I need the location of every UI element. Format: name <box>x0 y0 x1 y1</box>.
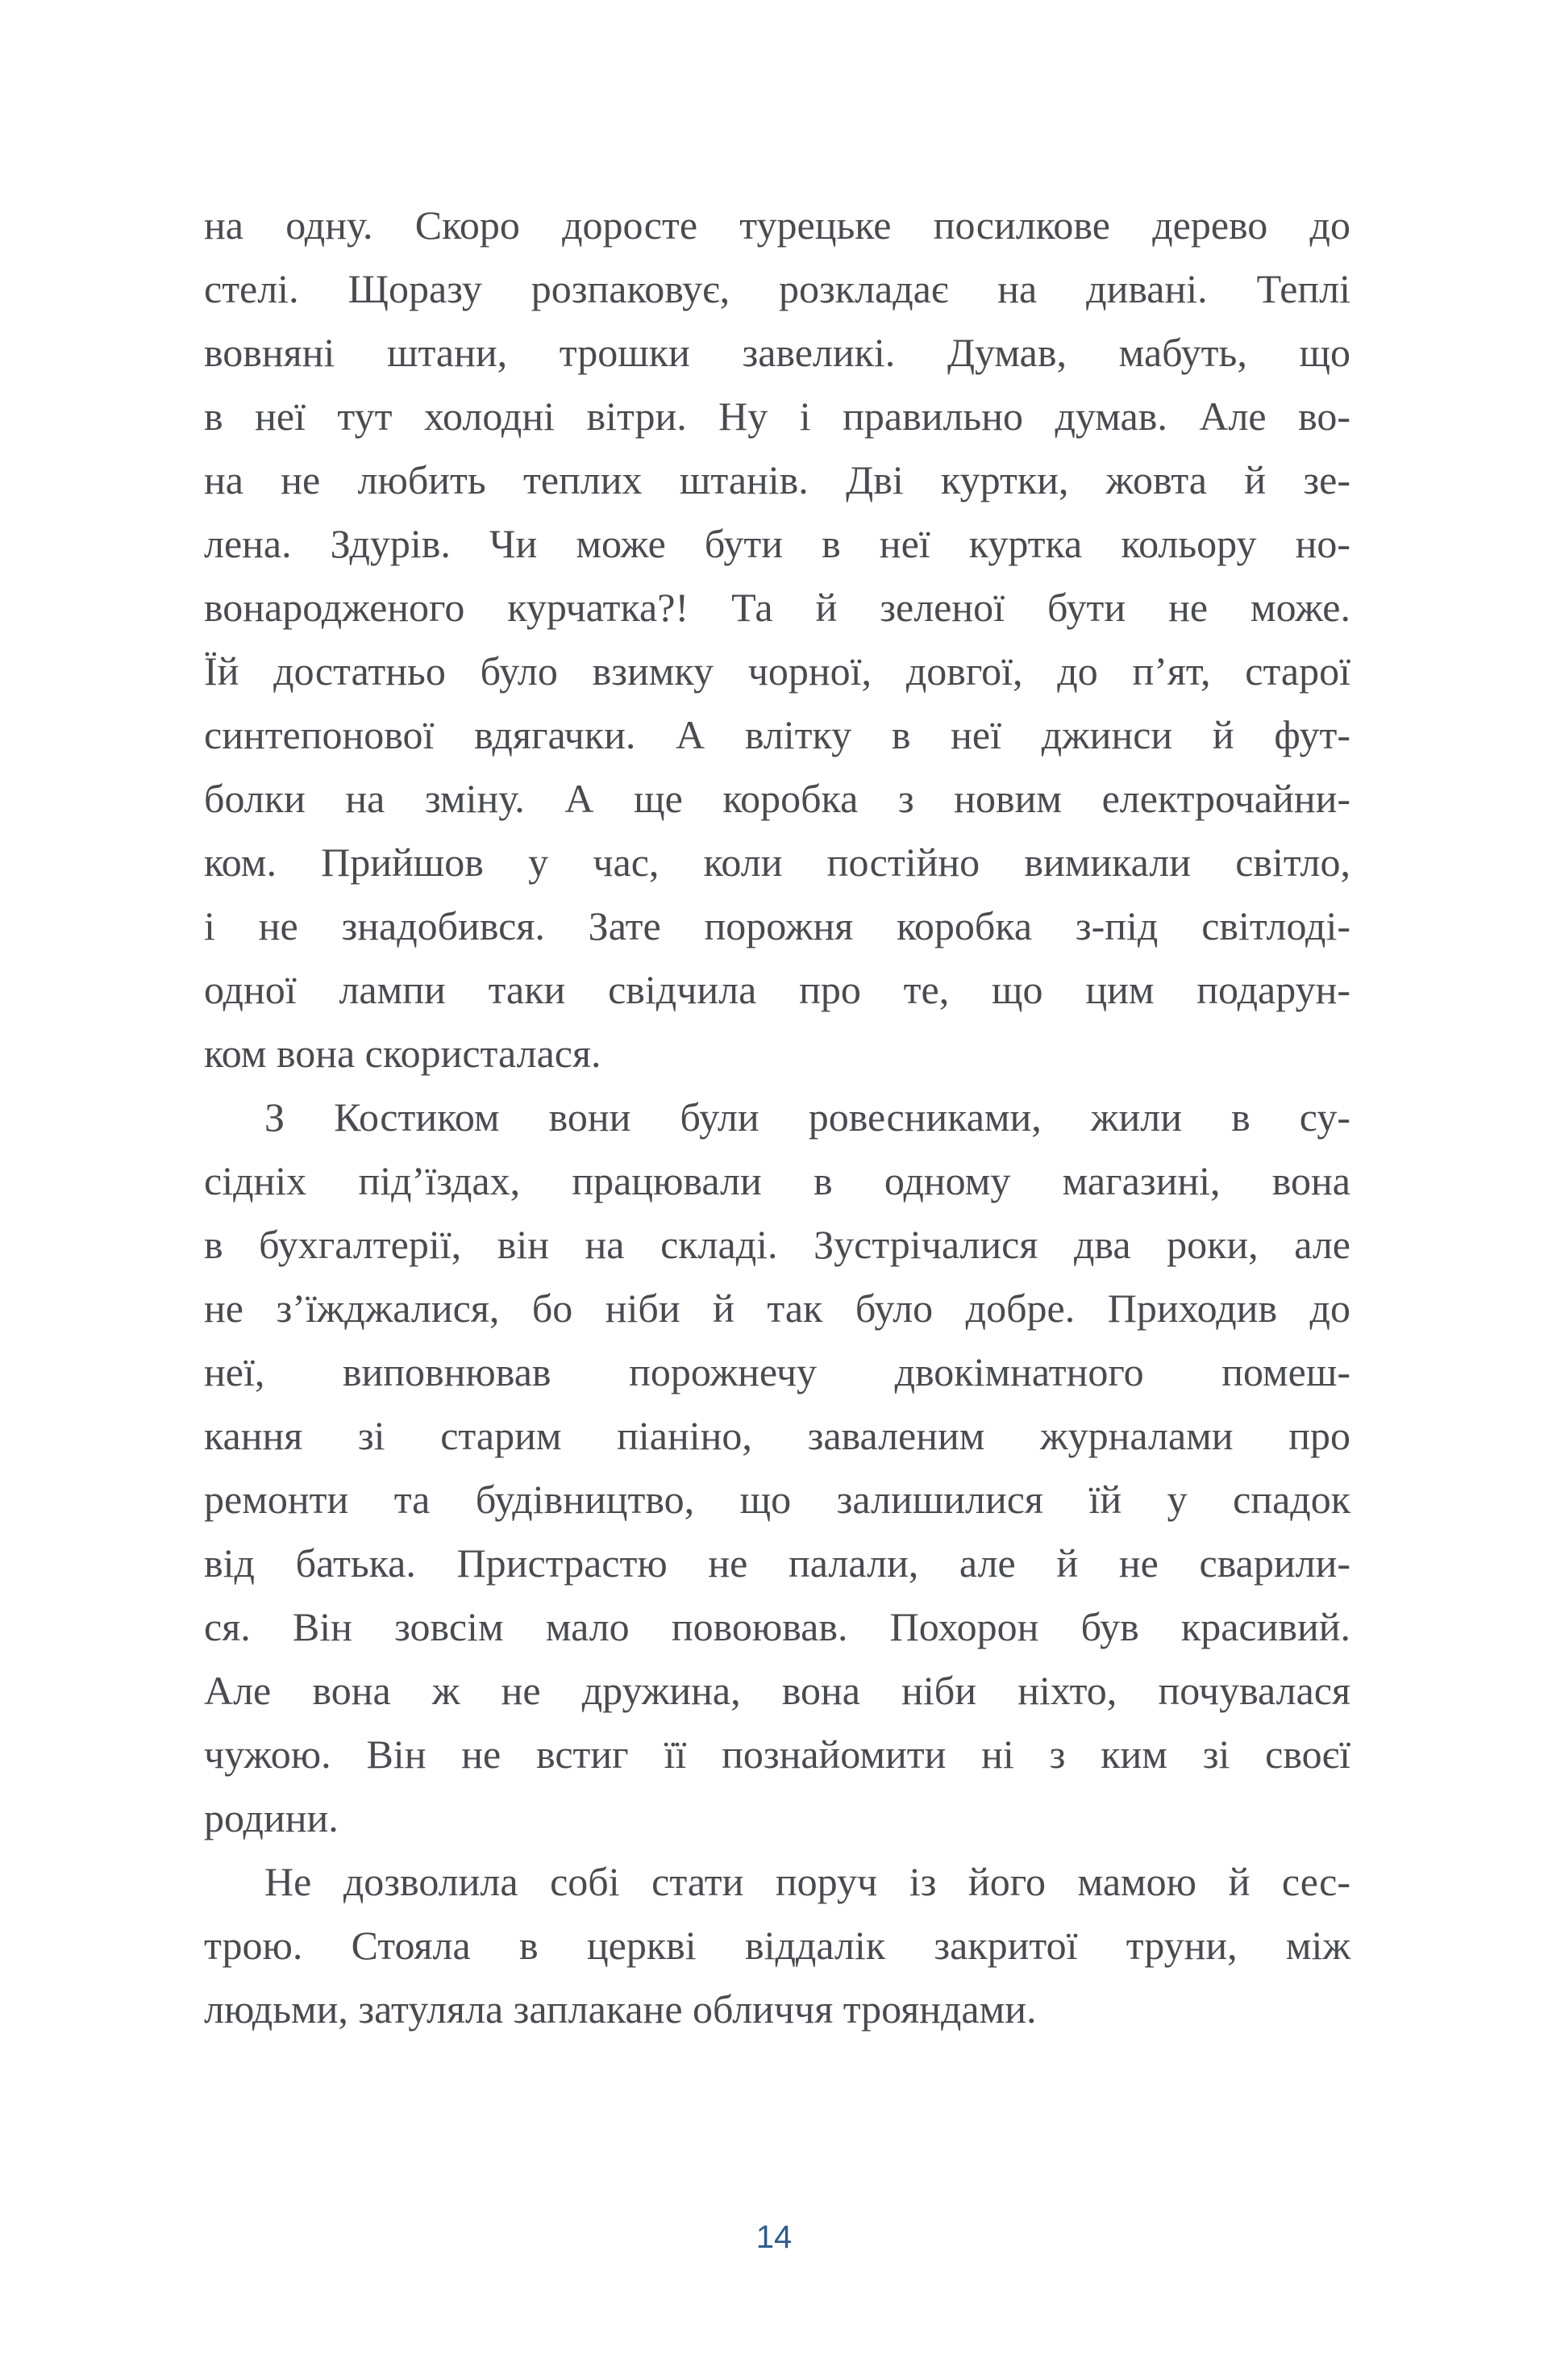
body-text <box>204 194 1350 2041</box>
text-line: в бухгалтерії, він на складі. Зустрічалися два роки, але <box>204 1222 1350 1267</box>
text-line: ремонти та будівництво, що залишилися їй у спадок <box>204 1477 1350 1522</box>
text-line: Їй достатньо було взимку чорної, довгої, до п’ят, старої <box>204 648 1350 694</box>
text-line: вонародженого курчатка?! Та й зеленої бути не може. <box>204 585 1350 630</box>
text-line: Не дозволила собі стати поруч із його мамою й сес- <box>264 1859 1350 1904</box>
text-line: вовняні штани, трошки завеликі. Думав, мабуть, що <box>204 330 1350 375</box>
text-line: на не любить теплих штанів. Дві куртки, жовта й зе- <box>204 457 1350 502</box>
text-line: стелі. Щоразу розпаковує, розкладає на дивані. Теплі <box>204 266 1350 311</box>
text-line: З Костиком вони були ровесниками, жили в су- <box>264 1094 1350 1140</box>
text-line: на одну. Скоро доросте турецьке посилкове дерево до <box>204 202 1350 248</box>
text-line: сідніх під’їздах, працювали в одному магазині, вона <box>204 1158 1350 1203</box>
text-line: ком. Прийшов у час, коли постійно вимикали світло, <box>204 840 1350 885</box>
page-number: 14 <box>755 2220 793 2255</box>
text-line: чужою. Він не встиг її познайомити ні з ким зі своєї <box>204 1732 1350 1777</box>
text-line: родини. <box>204 1795 339 1840</box>
text-line: і не знадобився. Зате порожня коробка з-під світлоді- <box>204 903 1350 948</box>
text-line: неї, виповнював порожнечу двокімнатного помеш- <box>204 1349 1350 1394</box>
text-line: ся. Він зовсім мало повоював. Похорон був красивий. <box>204 1604 1350 1649</box>
text-line: синтепонової вдягачки. А влітку в неї джинси й фут- <box>204 712 1350 757</box>
text-line: Але вона ж не дружина, вона ніби ніхто, почувалася <box>204 1668 1350 1713</box>
text-line: болки на зміну. А ще коробка з новим електрочайни- <box>204 776 1350 821</box>
paragraph <box>204 194 1350 1086</box>
text-line: від батька. Пристрастю не палали, але й не сварили- <box>204 1540 1350 1586</box>
text-line: ком вона скористалася. <box>204 1031 601 1076</box>
paragraph <box>204 1850 1350 2041</box>
text-line: в неї тут холодні вітри. Ну і правильно думав. Але во- <box>204 394 1350 439</box>
text-line: трою. Стояла в церкві віддалік закритої труни, між <box>204 1923 1350 1968</box>
text-line: лена. Здурів. Чи може бути в неї куртка кольору но- <box>204 521 1350 566</box>
text-line: людьми, затуляла заплакане обличчя трояндами. <box>204 1986 1037 2032</box>
text-line: не з’їжджалися, бо ніби й так було добре. Приходив до <box>204 1286 1350 1331</box>
text-line: одної лампи таки свідчила про те, що цим подарун- <box>204 967 1350 1012</box>
text-line: кання зі старим піаніно, заваленим журналами про <box>204 1413 1350 1458</box>
paragraph <box>204 1086 1350 1850</box>
